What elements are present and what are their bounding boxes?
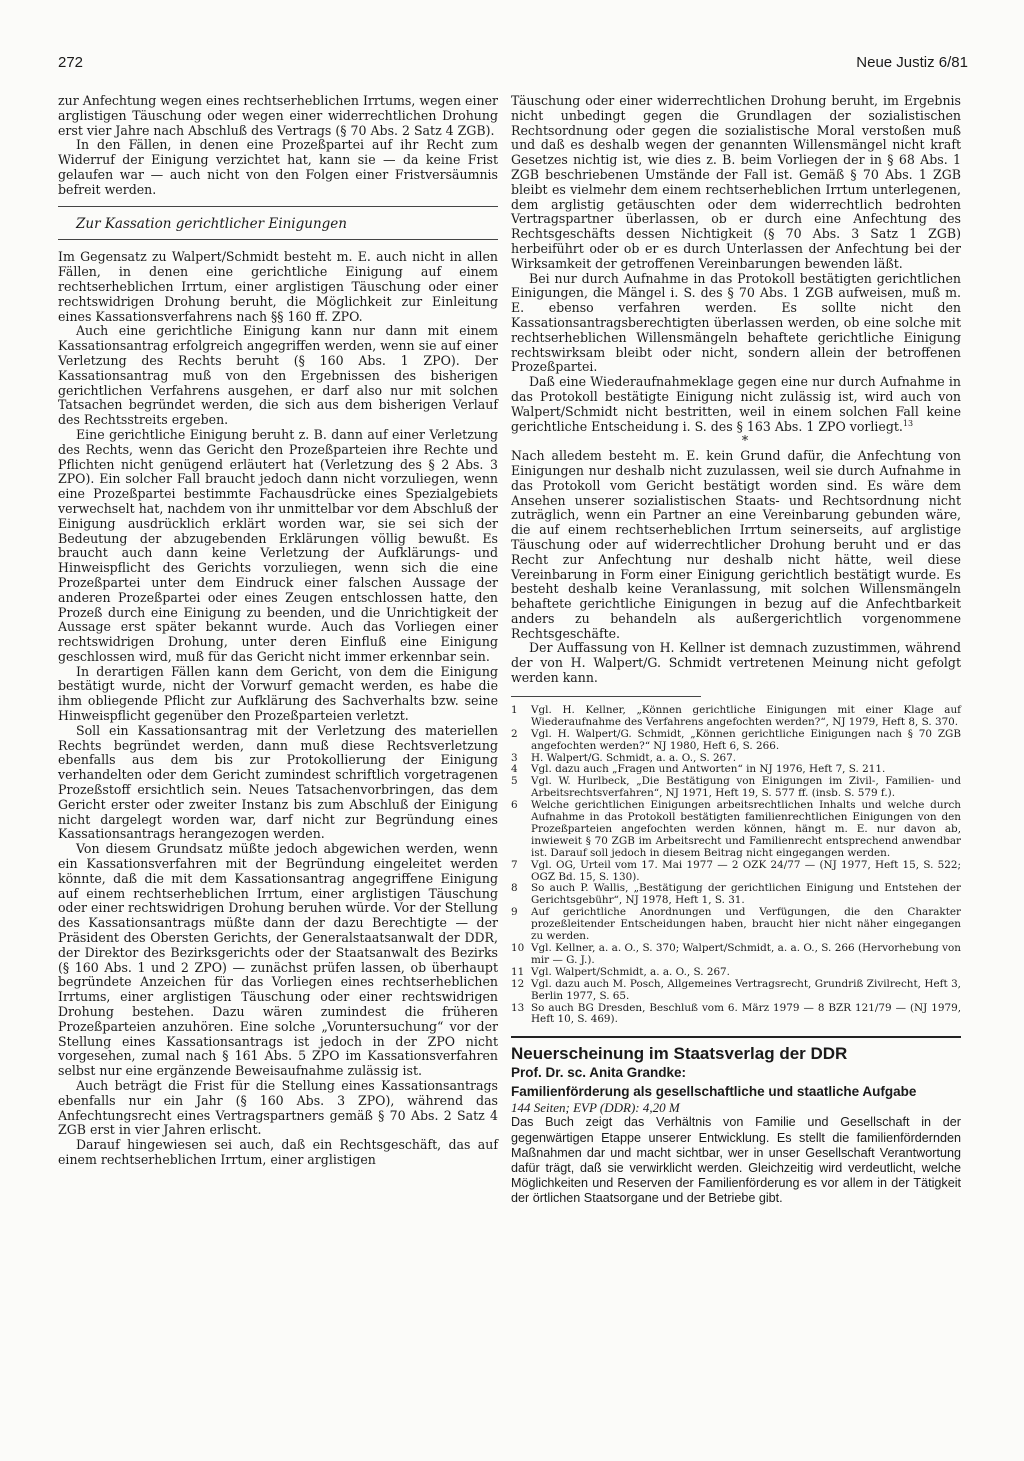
- footnote-reference: 13: [902, 418, 914, 428]
- footnote-text: Welche gerichtlichen Einigungen arbeitsrechtlichen Inhalts und welche durch Aufnahme in das Protokoll bestätigten familienrechtlichen Einigungen von den Prozeßparteien angefochten werden können, hängt m. E. nur davon ab, inwieweit § 70 ZGB im Arbeitsrecht und Familienrecht entsprechend anwendbar ist. Darauf soll jedoch in diesem Beitrag nicht eingegangen werden.: [531, 799, 961, 859]
- footnote-text: Vgl. OG, Urteil vom 17. Mai 1977 — 2 OZK 24/77 — (NJ 1977, Heft 15, S. 522; OGZ Bd. 15, S. 130).: [531, 858, 961, 883]
- advert-description: Das Buch zeigt das Verhältnis von Familie und Gesellschaft in der gegenwärtigen Etappe unserer Entwicklung. Es stellt die familienfördernden Maßnahmen dar und macht sichtbar, wer in unser Gesellschaft Verantwortung dafür trägt, daß sie verwirklicht werden. Gleichzeitig wird verdeutlicht, welche Möglichkeiten und Reserven der Familienförderung es vor allem in der Tätigkeit der örtlichen Staatsorgane und der Betriebe gibt.: [511, 1115, 961, 1206]
- advert-book-meta: 144 Seiten; EVP (DDR): 4,20 M: [511, 1100, 680, 1116]
- page-number: 272: [58, 54, 84, 71]
- footnote-number: 9: [511, 906, 518, 919]
- footnote-text: Vgl. dazu auch M. Posch, Allgemeines Vertragsrecht, Grundriß Zivilrecht, Heft 3, Berlin 1977, S. 65.: [531, 977, 961, 1002]
- running-header: [58, 54, 968, 78]
- body-paragraph: In derartigen Fällen kann dem Gericht, von dem die Einigung bestätigt wurde, nicht der Vorwurf gemacht werden, es habe die ihm obliegende Pflicht zur Aufklärung des Sachverhalts bzw. seine Hinweispflicht gegenüber den Prozeßparteien verletzt.: [58, 663, 498, 724]
- body-paragraph: [511, 375, 961, 434]
- footnote: [511, 776, 961, 800]
- footnote-divider: [511, 696, 701, 697]
- footnote: [511, 705, 961, 729]
- footnote-text: So auch BG Dresden, Beschluß vom 6. März 1979 — 8 BZR 121/79 — (NJ 1979, Heft 10, S. 469).: [531, 1001, 961, 1026]
- right-column: [511, 94, 961, 1207]
- body-paragraph: zur Anfechtung wegen eines rechtserheblichen Irrtums, wegen einer arglistigen Täuschung oder wegen einer widerrechtlichen Drohung erst vier Jahre nach Abschluß des Vertrags (§ 70 Abs. 2 Satz 4 ZGB).: [58, 93, 498, 138]
- footnote: [511, 1003, 961, 1027]
- footnote-number: 3: [511, 751, 518, 764]
- footnote-text: Vgl. W. Hurlbeck, „Die Bestätigung von Einigungen im Zivil-, Familien- und Arbeitsrechtsverfahren“, NJ 1971, Heft 19, S. 577 ff. (insb. S. 579 f.).: [531, 775, 961, 800]
- body-paragraph: Bei nur durch Aufnahme in das Protokoll bestätigten gerichtlichen Einigungen, die Mängel i. S. des § 70 Abs. 1 ZGB aufweisen, muß m. E. ebenso verfahren werden. Es sollte nicht den Kassationsantragsberechtigten überlassen werden, ob eine solche mit rechtserheblichen Willensmängeln behaftete gerichtliche Einigung rechtswirksam bleibt oder nicht, sondern allein der betroffenen Prozeßpartei.: [511, 270, 961, 375]
- section-divider: [58, 206, 498, 207]
- footnote-number: 12: [511, 977, 525, 990]
- footnote-text: Auf gerichtliche Anordnungen und Verfügungen, die den Charakter prozeßleitender Entscheidungen haben, braucht hier nicht näher eingegangen zu werden.: [531, 906, 961, 943]
- footnote-number: 7: [511, 858, 518, 871]
- footnote: [511, 729, 961, 753]
- section-subheading: Zur Kassation gerichtlicher Einigungen: [76, 215, 347, 232]
- section-separator: *: [741, 433, 749, 449]
- body-paragraph: Der Auffassung von H. Kellner ist demnach zuzustimmen, während der von H. Walpert/G. Schmidt vertretenen Meinung nicht gefolgt werden kann.: [511, 640, 961, 686]
- footnote-number: 11: [511, 965, 525, 978]
- footnote-number: 2: [511, 727, 518, 740]
- footnote: [511, 907, 961, 943]
- advert-divider: [511, 1036, 961, 1038]
- footnote: [511, 883, 961, 907]
- footnote-number: 6: [511, 799, 518, 812]
- journal-issue: Neue Justiz 6/81: [856, 54, 968, 71]
- footnote: [511, 979, 961, 1003]
- body-paragraph: Eine gerichtliche Einigung beruht z. B. dann auf einer Verletzung des Rechts, wenn das Gericht den Prozeßparteien ihre Rechte und Pflichten nicht genügend erläutert hat (Verletzung des § 2 Abs. 3 ZPO). Ein solcher Fall braucht jedoch dann nicht vorzuliegen, wenn eine Prozeßpartei bestimmte Fachausdrücke eines Spezialgebiets verwechselt hat, nachdem von ihr unmittelbar vor dem Abschluß der Einigung ausdrücklich erklärt worden war, sie sei sich der Bedeutung der abzugebenden Erklärungen völlig bewußt. Es braucht auch dann keine Verletzung der Aufklärungs- und Hinweispflicht des Gerichts vorzuliegen, wenn sich die eine Prozeßpartei unter dem Eindruck einer falschen Aussage der anderen Prozeßpartei oder eines Zeugen entschlossen hatte, den Prozeß durch eine Einigung zu beenden, und die Unrichtigkeit der Aussage erst später bekannt wurde. Auch das Vorliegen einer rechtswidrigen Drohung, unter deren Einfluß eine Einigung geschlossen wird, muß für das Gericht nicht immer erkennbar sein.: [58, 426, 498, 664]
- section-divider: [58, 239, 498, 240]
- body-paragraph: Von diesem Grundsatz müßte jedoch abgewichen werden, wenn ein Kassationsverfahren mit der Begründung eingeleitet werden könnte, daß die mit dem Kassationsantrag angegriffene Einigung auf einem rechtserheblichen Irrtum, einer arglistigen Täuschung oder einer rechtswidrigen Drohung beruhen würde. Vor der Stellung des Kassationsantrags müßte dann der dazu Berechtigte — der Präsident des Obersten Gerichts, der Generalstaatsanwalt der DDR, der Direktor des Bezirksgerichts oder der Staatsanwalt des Bezirks (§ 160 Abs. 1 und 2 ZPO) — zunächst prüfen lassen, ob überhaupt begründete Anzeichen für das Vorliegen eines rechtserheblichen Irrtums, einer arglistigen Täuschung oder einer rechtswidrigen Drohung bestehen. Dazu wären zumindest die früheren Prozeßparteien anzuhören. Eine solche „Voruntersuchung“ vor der Stellung eines Kassationsantrags ist jedoch in der ZPO nicht vorgesehen, zumal nach § 161 Abs. 5 ZPO im Kassationsverfahren selbst nur eine ergänzende Beweisaufnahme zulässig ist.: [58, 841, 498, 1079]
- left-column: [58, 94, 498, 1168]
- footnote-text: Vgl. Walpert/Schmidt, a. a. O., S. 267.: [531, 965, 730, 978]
- footnote-number: 13: [511, 1001, 525, 1014]
- footnote: [511, 943, 961, 967]
- body-paragraph: Im Gegensatz zu Walpert/Schmidt besteht m. E. auch nicht in allen Fällen, in denen eine gerichtliche Einigung auf einem rechtserheblichen Irrtum, einer arglistigen Täuschung oder einer rechtswidrigen Drohung beruht, die Möglichkeit zur Einleitung eines Kassationsverfahrens nach §§ 160 ff. ZPO.: [58, 249, 498, 324]
- body-paragraph: In den Fällen, in denen eine Prozeßpartei auf ihr Recht zum Widerruf der Einigung verzichtet hat, kann sie — da keine Frist gelaufen war — auch nicht von den Folgen einer Fristversäumnis befreit werden.: [58, 137, 498, 197]
- footnote-text: H. Walpert/G. Schmidt, a. a. O., S. 267.: [531, 751, 737, 764]
- footnotes: [511, 705, 961, 1026]
- footnote-text: Vgl. Kellner, a. a. O., S. 370; Walpert/Schmidt, a. a. O., S. 266 (Hervorhebung von mir — G. J.).: [531, 942, 961, 966]
- footnote-text: Vgl. H. Walpert/G. Schmidt, „Können gerichtliche Einigungen nach § 70 ZGB angefochten werden?“ NJ 1980, Heft 6, S. 266.: [531, 727, 961, 752]
- footnote-number: 8: [511, 882, 518, 895]
- footnote-text: Vgl. H. Kellner, „Können gerichtliche Einigungen mit einer Klage auf Wiederaufnahme des Verfahrens angefochten werden?“, NJ 1979, Heft 8, S. 370.: [531, 703, 961, 728]
- book-advert: [511, 1044, 961, 1206]
- footnote-number: 1: [511, 703, 518, 716]
- footnote-text: Vgl. dazu auch „Fragen und Antworten“ in NJ 1976, Heft 7, S. 211.: [531, 763, 886, 776]
- body-paragraph: Täuschung oder einer widerrechtlichen Drohung beruht, im Ergebnis nicht unbedingt gegen die Grundlagen der sozialistischen Rechtsordnung oder gegen die sozialistische Moral verstoßen muß und daß es deshalb wegen der genannten Willensmängel nicht kraft Gesetzes nichtig ist, wie dies z. B. beim Vorliegen der in § 68 Abs. 1 ZGB beschriebenen Umstände der Fall ist. Gemäß § 70 Abs. 1 ZGB bleibt es vielmehr dem einem rechtserheblichen Irrtum unterlegenen, dem arglistig getäuschten oder dem widerrechtlich bedrohten Vertragspartner überlassen, ob er durch eine Anfechtung des Rechtsgeschäfts dessen Nichtigkeit (§ 70 Abs. 3 Satz 1 ZGB) herbeiführt oder ob er es durch Unterlassen der Anfechtung bei der Wirksamkeit der getroffenen Vereinbarungen bewenden läßt.: [511, 93, 961, 271]
- footnote-number: 4: [511, 763, 518, 776]
- footnote-number: 10: [511, 942, 525, 954]
- footnote: [511, 860, 961, 884]
- advert-author: Prof. Dr. sc. Anita Grandke:: [511, 1065, 687, 1081]
- footnote: [511, 967, 961, 979]
- body-paragraph: Auch eine gerichtliche Einigung kann nur dann mit einem Kassationsantrag erfolgreich angegriffen werden, wenn sie auf einer Verletzung des Rechts beruht (§ 160 Abs. 1 ZPO). Der Kassationsantrag muß von den Ergebnissen des bisherigen gerichtlichen Verfahrens ausgehen, er darf also nur mit solchen Tatsachen begründet werden, die sich aus dem bisherigen Verlauf des Rechtsstreits ergeben.: [58, 323, 498, 428]
- advert-book-title: Familienförderung als gesellschaftliche und staatliche Aufgabe: [511, 1084, 917, 1100]
- body-paragraph: Auch beträgt die Frist für die Stellung eines Kassationsantrags ebenfalls nur ein Jahr (§ 160 Abs. 3 ZPO), während das Anfechtungsrecht eines Vertragspartners gemäß § 70 Abs. 2 Satz 4 ZGB erst in vier Jahren erlischt.: [58, 1078, 498, 1138]
- body-paragraph: Nach alledem besteht m. E. kein Grund dafür, die Anfechtung von Einigungen nur deshalb nicht zuzulassen, weil sie durch Aufnahme in das Protokoll vom Gericht bestätigt worden sind. Es wäre dem Ansehen unserer sozialistischen Staats- und Rechtsordnung nicht zuträglich, wenn ein Partner an eine Vereinbarung gebunden wäre, die auf einem rechtserheblichen Irrtum seinerseits, auf arglistige Täuschung oder auf widerrechtlicher Drohung beruht und er das Recht zur Anfechtung nur deshalb nicht hätte, weil diese Vereinbarung in Form einer Einigung gerichtlich bestätigt wurde. Es besteht deshalb keine Veranlassung, mit solchen Willensmängeln behaftete gerichtliche Einigungen in bezug auf die Anfechtbarkeit anders zu behandeln als außergerichtlich vorgenommene Rechtsgeschäfte.: [511, 448, 961, 641]
- body-paragraph: Darauf hingewiesen sei auch, daß ein Rechtsgeschäft, das auf einem rechtserheblichen Irrtum, einer arglistigen: [58, 1137, 498, 1167]
- paragraph-text: Daß eine Wiederaufnahmeklage gegen eine nur durch Aufnahme in das Protokoll bestätigte Einigung nicht zulässig ist, wird auch von Walpert/Schmidt nicht bestritten, weil in einem solchen Fall keine gerichtliche Entscheidung i. S. des § 163 Abs. 1 ZPO vorliegt.: [511, 374, 961, 434]
- footnote-text: So auch P. Wallis, „Bestätigung der gerichtlichen Einigung und Entstehen der Gerichtsgebühr“, NJ 1978, Heft 1, S. 31.: [531, 882, 961, 907]
- footnote: [511, 800, 961, 860]
- advert-heading: Neuerscheinung im Staatsverlag der DDR: [511, 1044, 848, 1064]
- footnote-number: 5: [511, 775, 518, 788]
- body-paragraph: Soll ein Kassationsantrag mit der Verletzung des materiellen Rechts begründet werden, dann muß diese Rechtsverletzung ebenfalls aus dem bis zur Protokollierung der Einigung verhandelten oder dem Gericht zumindest schriftlich vorgetragenen Prozeßstoff ersichtlich sein. Neues Tatsachenvorbringen, das dem Gericht erster oder zweiter Instanz bis zum Abschluß der Einigung nicht dargelegt worden war, darf nicht zur Begründung eines Kassationsantrags herangezogen werden.: [58, 722, 498, 842]
